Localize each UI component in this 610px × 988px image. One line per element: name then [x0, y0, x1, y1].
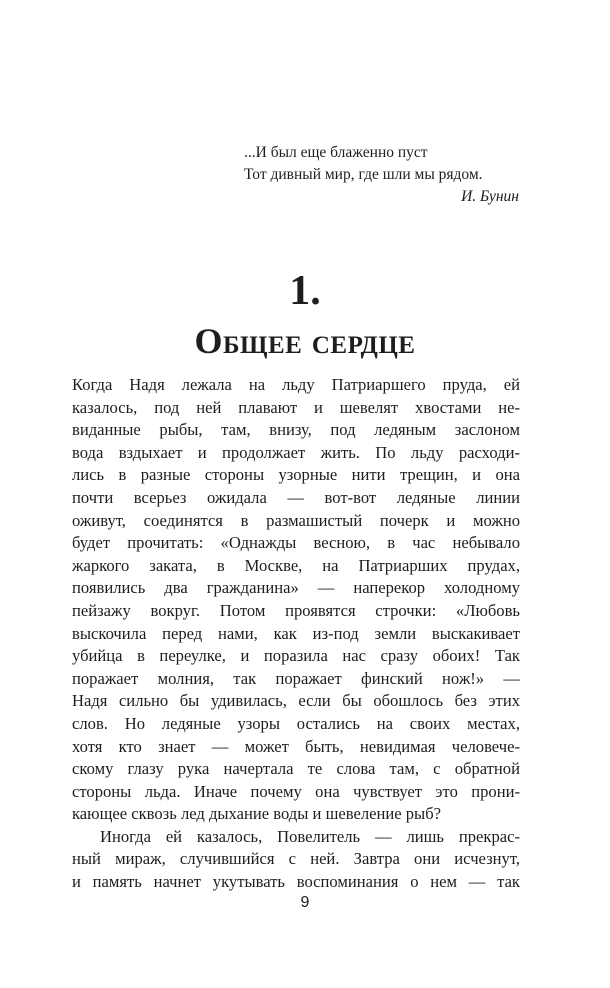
chapter-number: 1. [289, 268, 321, 314]
body-line: поражает молния, так поражает финский нож!» — [72, 668, 520, 688]
body-line: казалось, под ней плавают и шевелят хвостами не- [72, 397, 520, 417]
body-line: лись в разные стороны узорные нити трещин, и она [72, 465, 520, 485]
epigraph-author: И. Бунин [461, 188, 519, 205]
body-line: стороны льда. Иначе почему она чувствует это прони- [72, 781, 520, 801]
body-line: слов. Но ледяные узоры остались на своих местах, [72, 713, 520, 733]
body-line: Надя сильно бы удивилась, если бы обошлось без этих [72, 691, 520, 711]
body-line: виданные рыбы, там, внизу, под ледяным заслоном [72, 420, 520, 440]
chapter-title: Общее сердце [194, 321, 416, 361]
body-line: хотя кто знает — может быть, невидимая человече- [72, 736, 520, 756]
body-line: кающее сквозь лед дыхание воды и шевеление рыб? [72, 804, 441, 824]
body-line: жаркого заката, в Москве, на Патриарших прудах, [72, 555, 520, 575]
epigraph-line: ...И был еще блаженно пуст [244, 144, 428, 161]
body-line: скому глазу рука начертала те слова там, с обратной [72, 759, 520, 779]
body-line: и память начнет укутывать воспоминания о нем — так [72, 872, 520, 892]
body-line: вода вздыхает и продолжает жить. По льду расходи- [72, 442, 520, 462]
body-line: оживут, соединятся в размашистый почерк и можно [72, 510, 520, 530]
epigraph-line: Тот дивный мир, где шли мы рядом. [244, 166, 483, 183]
body-line: выскочила перед нами, как из-под земли выскакивает [72, 623, 520, 643]
body-line: будет прочитать: «Однажды весною, в час небывало [72, 533, 520, 553]
body-line: пейзажу вокруг. Потом проявятся строчки: «Любовь [72, 600, 520, 620]
body-line: ный мираж, случившийся с ней. Завтра они исчезнут, [72, 849, 520, 869]
page-number: 9 [300, 894, 310, 911]
body-line: Когда Надя лежала на льду Патриаршего пруда, ей [72, 375, 520, 394]
epigraph [244, 142, 519, 208]
body-line: убийца в переулке, и поразила нас сразу обоих! Так [72, 646, 520, 666]
body-line: Иногда ей казалось, Повелитель — лишь прекрас- [100, 826, 520, 846]
body-text [72, 374, 520, 894]
body-line: почти всерьез ожидала — вот-вот ледяные линии [72, 487, 520, 507]
body-line: появились два гражданина» — наперекор холодному [72, 578, 520, 598]
